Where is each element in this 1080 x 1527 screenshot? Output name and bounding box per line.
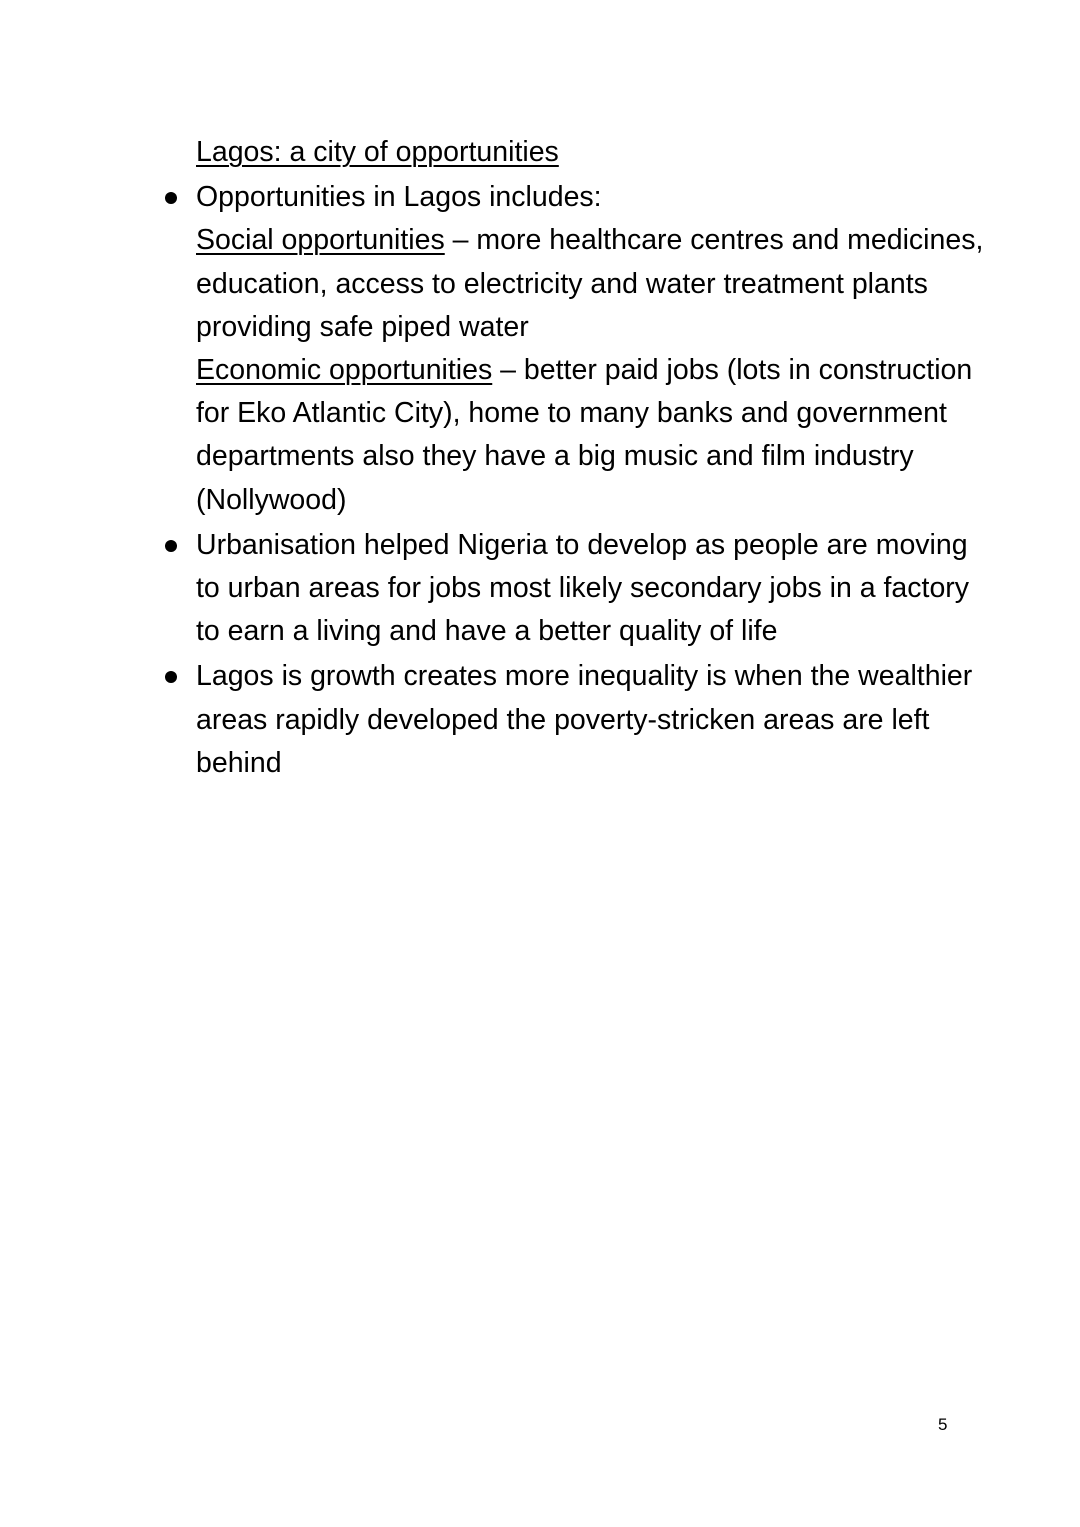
bullet-icon (165, 192, 177, 204)
social-opportunities-paragraph (196, 219, 986, 349)
list-item-text: Lagos is growth creates more inequality is when the wealthier areas rapidly developed the poverty-stricken areas are left behind (196, 660, 973, 779)
list-item-text: Urbanisation helped Nigeria to develop as people are moving to urban areas for jobs most likely secondary jobs in a factory to earn a living and have a better quality of life (196, 528, 970, 648)
social-opportunities-text: – more healthcare centres and medicines, education, access to electricity and water treatment plants providing safe piped water (196, 224, 984, 343)
list-item-intro: Opportunities in Lagos includes: (196, 181, 602, 214)
economic-opportunities-text: – better paid jobs (lots in construction for Eko Atlantic City), home to many banks and government departments also they have a big music and film industry (Nollywood) (196, 354, 973, 516)
page-number: 5 (938, 1415, 948, 1434)
bullet-icon (165, 671, 177, 683)
list-item-opportunities (196, 176, 986, 522)
social-opportunities-label: Social opportunities (196, 224, 445, 257)
bullet-icon (165, 540, 177, 552)
document-content (196, 131, 986, 787)
economic-opportunities-paragraph (196, 349, 986, 522)
list-item-urbanisation (196, 524, 986, 654)
bullet-list (196, 176, 986, 785)
economic-opportunities-label: Economic opportunities (196, 354, 493, 387)
page-title: Lagos: a city of opportunities (196, 136, 559, 168)
list-item-inequality (196, 655, 986, 785)
